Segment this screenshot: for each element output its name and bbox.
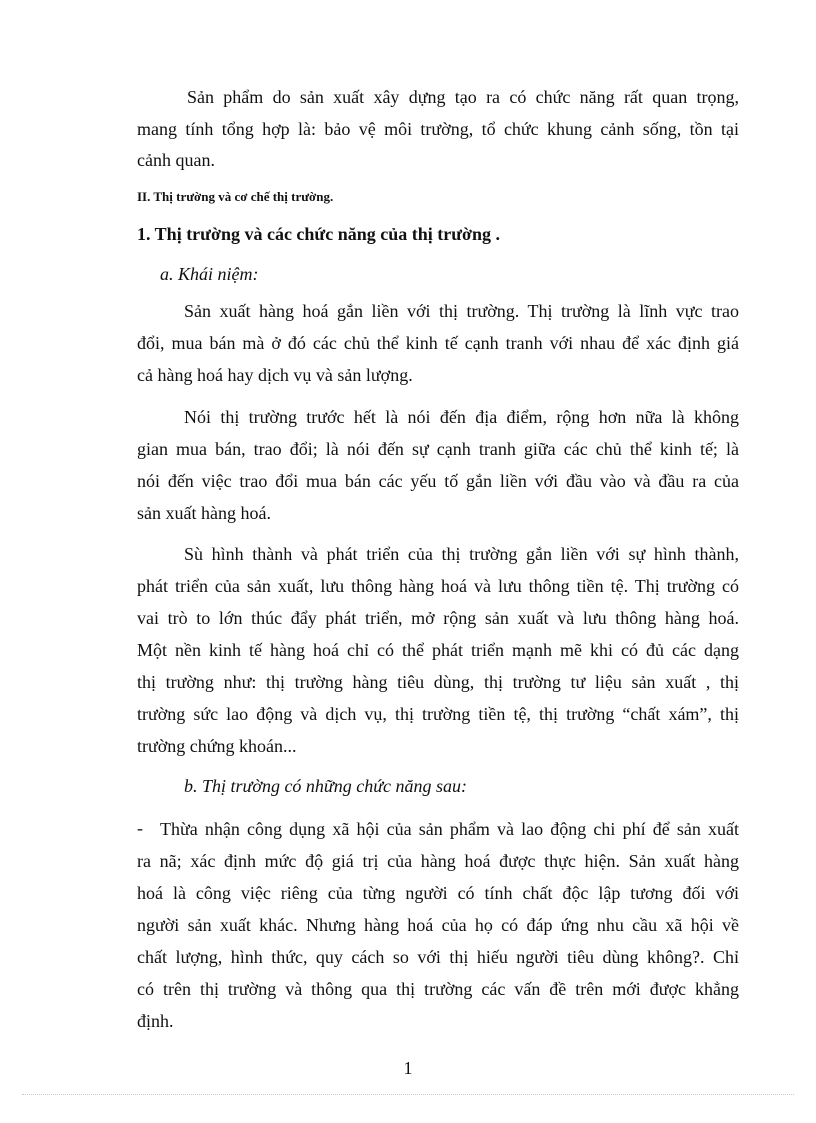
paragraph-line: trường sức lao động và dịch vụ, thị trường tiền tệ, thị trường “chất xám”, thị	[137, 704, 739, 724]
paragraph-line: vai trò to lớn thúc đẩy phát triển, mở rộng sản xuất và lưu thông hàng hoá.	[137, 608, 739, 628]
paragraph-line: Thừa nhận công dụng xã hội của sản phẩm và lao động chi phí để sản xuất	[160, 819, 739, 839]
paragraph-line: nói đến việc trao đổi mua bán các yếu tố gắn liền với đầu vào và đầu ra của	[137, 471, 739, 491]
paragraph-line: cả hàng hoá hay dịch vụ và sản lượng.	[137, 365, 413, 385]
paragraph-line: Nói thị trường trước hết là nói đến địa điểm, rộng hơn nữa là không	[184, 407, 739, 427]
paragraph-line: hoá là công việc riêng của từng người có tính chất độc lập tương đối với	[137, 883, 739, 903]
subsection-heading: 1. Thị trường và các chức năng của thị trường .	[137, 224, 501, 244]
page-footer-divider	[22, 1094, 794, 1095]
paragraph-line: Sù hình thành và phát triển của thị trường gắn liền với sự hình thành,	[184, 544, 739, 564]
paragraph-line: chất lượng, hình thức, quy cách so với thị hiếu người tiêu dùng không?. Chỉ	[137, 947, 739, 967]
paragraph-line: sản xuất hàng hoá.	[137, 503, 271, 523]
paragraph-line: gian mua bán, trao đổi; là nói đến sự cạnh tranh giữa các chủ thể kinh tế; là	[137, 439, 739, 459]
paragraph-line: phát triển của sản xuất, lưu thông hàng hoá và lưu thông tiền tệ. Thị trường có	[137, 576, 739, 596]
paragraph-line: ra nã; xác định mức độ giá trị của hàng hoá được thực hiện. Sản xuất hàng	[137, 851, 739, 871]
section-heading: II. Thị trường và cơ chế thị trường.	[137, 189, 334, 204]
paragraph-line: thị trường như: thị trường hàng tiêu dùng, thị trường tư liệu sản xuất , thị	[137, 672, 739, 692]
paragraph-line: có trên thị trường và thông qua thị trường các vấn đề trên mới được khẳng	[137, 979, 739, 999]
paragraph-line: Sản xuất hàng hoá gắn liền với thị trường. Thị trường là lĩnh vực trao	[184, 301, 739, 321]
subheading-b: b. Thị trường có những chức năng sau:	[184, 776, 468, 796]
paragraph-line: cảnh quan.	[137, 150, 215, 170]
paragraph-line: Sản phẩm do sản xuất xây dựng tạo ra có chức năng rất quan trọng,	[187, 87, 739, 107]
paragraph-line: trường chứng khoán...	[137, 736, 297, 756]
paragraph-line: Một nền kinh tế hàng hoá chỉ có thể phát triển mạnh mẽ khi có đủ các dạng	[137, 640, 739, 660]
subheading-a: a. Khái niệm:	[160, 264, 259, 284]
bullet-dash: -	[137, 818, 143, 838]
page-number: 1	[403, 1058, 413, 1078]
paragraph-line: người sản xuất khác. Nhưng hàng hoá của họ có đáp ứng nhu cầu xã hội về	[137, 915, 739, 935]
paragraph-line: định.	[137, 1011, 174, 1031]
paragraph-line: đổi, mua bán mà ở đó các chủ thể kinh tế cạnh tranh với nhau để xác định giá	[137, 333, 739, 353]
paragraph-line: mang tính tổng hợp là: bảo vệ môi trường, tổ chức khung cảnh sống, tồn tại	[137, 119, 739, 139]
